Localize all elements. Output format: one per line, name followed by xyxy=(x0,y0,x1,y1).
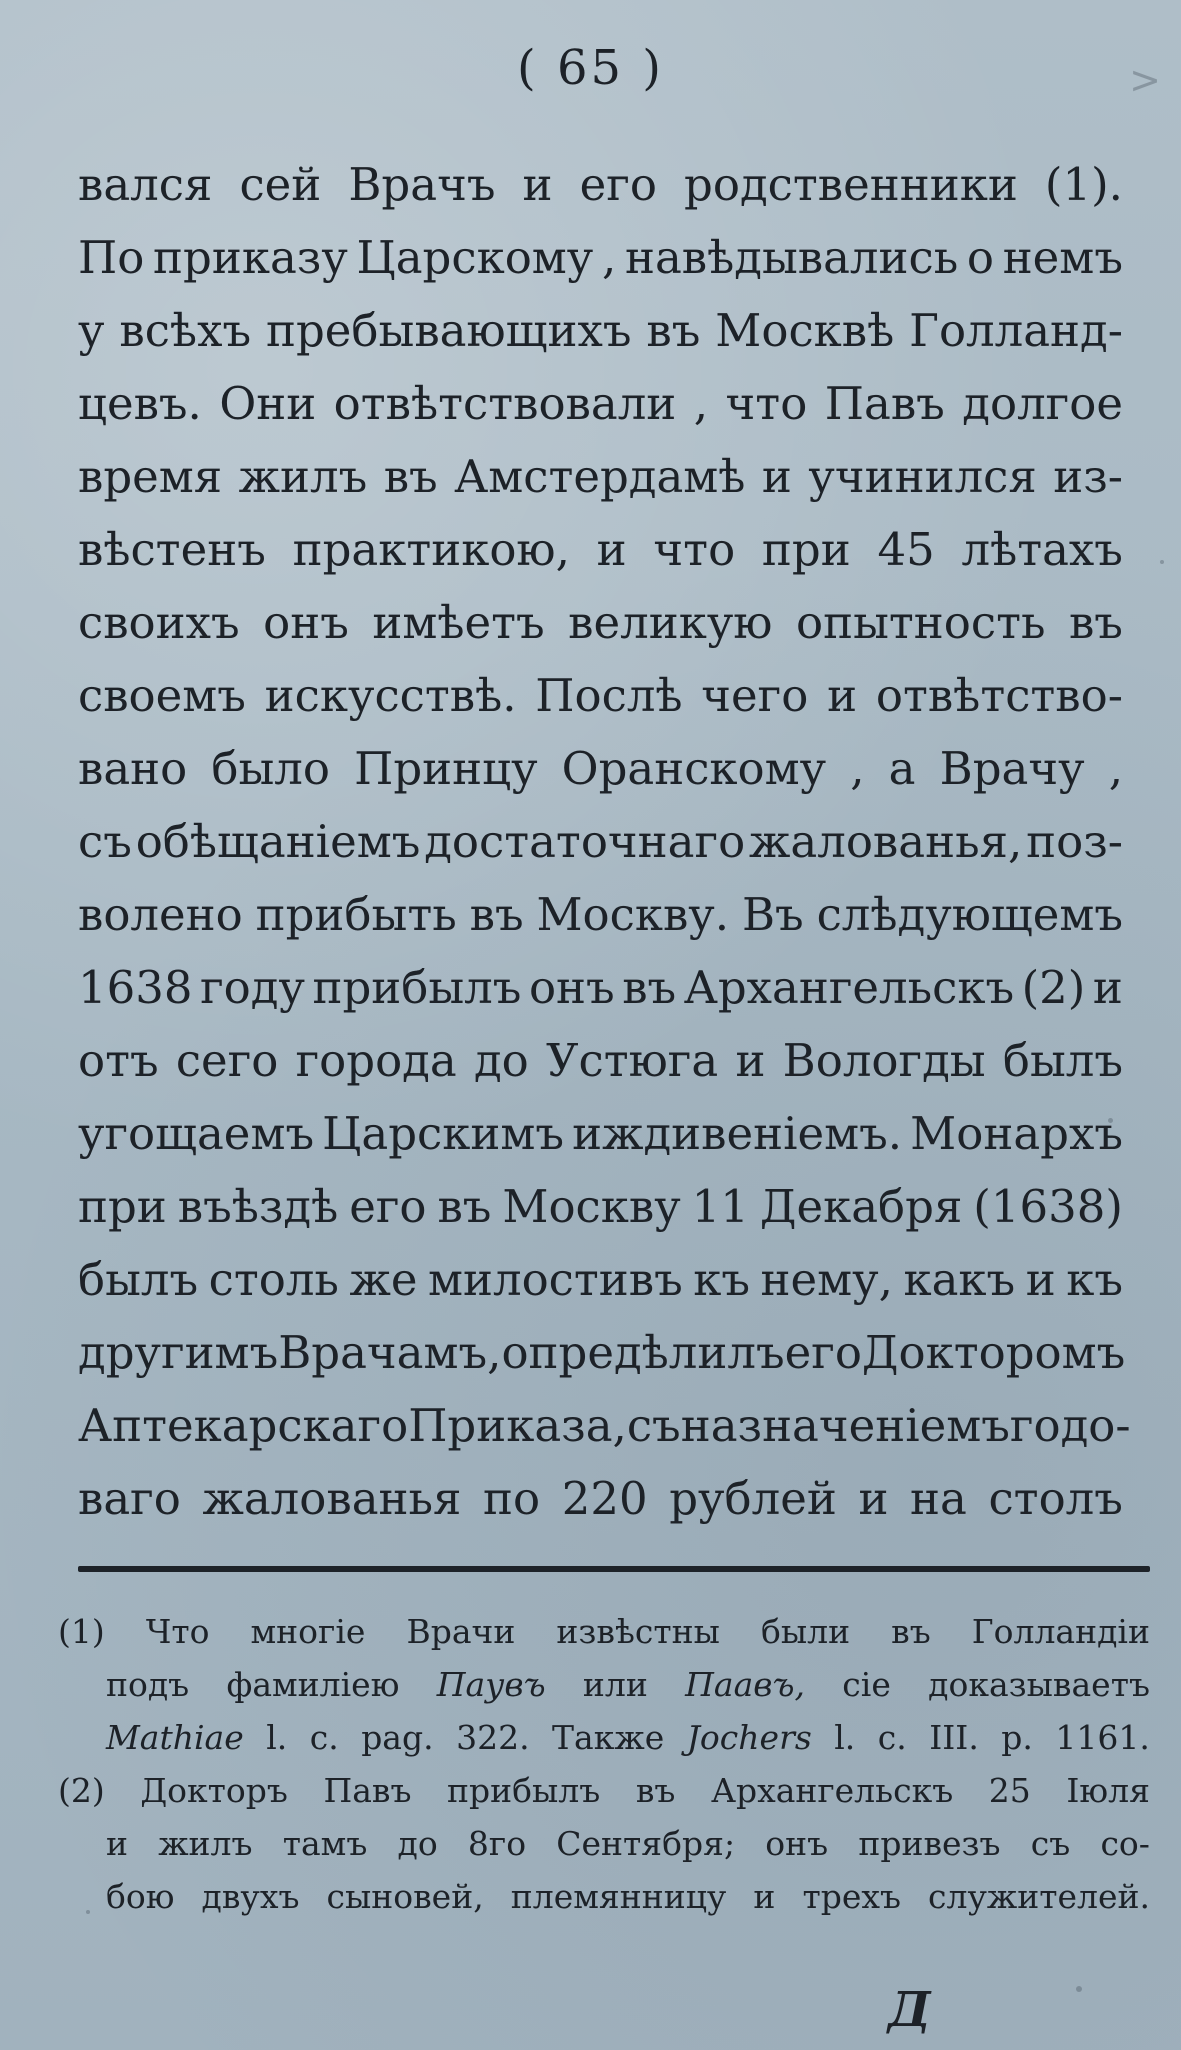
word: l. xyxy=(834,1718,856,1757)
word: Голланд- xyxy=(909,304,1123,357)
word: Аптекарскаго xyxy=(78,1399,409,1452)
word: своемъ xyxy=(78,669,246,722)
word: (2) xyxy=(1021,961,1086,1014)
word: (2) xyxy=(58,1771,105,1810)
word: при xyxy=(78,1180,167,1233)
word: въ xyxy=(469,888,524,941)
word: жалованья xyxy=(202,1472,462,1525)
word: съ xyxy=(78,815,132,868)
word: году xyxy=(200,961,305,1014)
word: родственники xyxy=(684,158,1018,211)
word: великую xyxy=(568,596,773,649)
word: Jochers xyxy=(686,1718,812,1757)
word: его xyxy=(349,1180,427,1233)
text-line xyxy=(78,367,1123,440)
word: Амстердамѣ xyxy=(454,450,746,503)
text-line xyxy=(78,659,1123,732)
word: бою xyxy=(106,1877,175,1916)
word: годо- xyxy=(1009,1399,1131,1452)
word: обѣщаніемъ xyxy=(135,815,421,868)
word: племянницу xyxy=(510,1877,727,1916)
word: служителей. xyxy=(928,1877,1150,1916)
word: сего xyxy=(175,1034,279,1087)
word: вался xyxy=(78,158,213,211)
word: 45 xyxy=(877,523,935,576)
word: что xyxy=(725,377,808,430)
word: и xyxy=(735,1034,766,1087)
word: при xyxy=(761,523,851,576)
word: въ xyxy=(646,304,701,357)
word: , xyxy=(1108,742,1123,795)
word: и xyxy=(827,669,858,722)
paper-speck xyxy=(1160,560,1164,564)
word: Врачъ xyxy=(348,158,496,211)
word: Послѣ xyxy=(535,669,683,722)
word: по xyxy=(483,1472,541,1525)
word: доказываетъ xyxy=(928,1665,1150,1704)
text-line xyxy=(78,1462,1123,1535)
word: а xyxy=(888,742,916,795)
word: 1161. xyxy=(1055,1718,1150,1757)
word: жалованья, xyxy=(749,815,1023,868)
word: и xyxy=(1092,961,1123,1014)
word: онъ xyxy=(765,1824,829,1863)
word: Также xyxy=(552,1718,665,1757)
text-line xyxy=(78,440,1123,513)
word: Паавъ, xyxy=(685,1665,805,1704)
word: (1) xyxy=(58,1612,105,1651)
text-line xyxy=(78,1316,1126,1389)
word: и xyxy=(522,158,553,211)
word: его xyxy=(579,158,657,211)
word: столъ xyxy=(988,1472,1123,1525)
word: Москвѣ xyxy=(715,304,895,357)
text-line xyxy=(78,1097,1123,1170)
word: отвѣтство- xyxy=(875,669,1123,722)
word: Декабря xyxy=(759,1180,963,1233)
word: 25 xyxy=(988,1771,1031,1810)
word: прибылъ xyxy=(447,1771,601,1810)
text-line xyxy=(78,951,1123,1024)
word: , xyxy=(693,377,709,430)
text-line xyxy=(78,878,1123,951)
word: 8го xyxy=(467,1824,527,1863)
word: Сентября; xyxy=(556,1824,736,1863)
word: на xyxy=(910,1472,967,1525)
word: Москву xyxy=(502,1180,681,1233)
word: многіе xyxy=(250,1612,366,1651)
word: из- xyxy=(1053,450,1123,503)
word: Устюга xyxy=(546,1034,719,1087)
word: Принцу xyxy=(354,742,538,795)
word: слѣдующемъ xyxy=(816,888,1123,941)
margin-mark: > xyxy=(1129,58,1161,102)
word: какъ xyxy=(903,1253,1016,1306)
word: всѣхъ xyxy=(119,304,252,357)
word: сіе xyxy=(842,1665,891,1704)
word: Врачамъ, xyxy=(278,1326,502,1379)
word: къ xyxy=(1066,1253,1123,1306)
word: немъ xyxy=(1002,231,1123,284)
word: своихъ xyxy=(78,596,240,649)
text-line xyxy=(78,513,1123,586)
word: (1). xyxy=(1044,158,1123,211)
word: и xyxy=(761,450,792,503)
word: приказу xyxy=(153,231,348,284)
word: Вологды xyxy=(782,1034,986,1087)
word: 220 xyxy=(561,1472,648,1525)
footnote-line xyxy=(58,1764,1150,1817)
word: достаточнаго xyxy=(424,815,746,868)
word: и xyxy=(1025,1253,1056,1306)
word: въѣздѣ xyxy=(177,1180,339,1233)
word: угощаемъ xyxy=(78,1107,315,1160)
word: и xyxy=(596,523,627,576)
text-line xyxy=(78,221,1123,294)
text-line xyxy=(78,805,1123,878)
word: Монархъ xyxy=(910,1107,1123,1160)
word: тамъ xyxy=(282,1824,368,1863)
word: отвѣтствовали xyxy=(333,377,677,430)
word: пребывающихъ xyxy=(265,304,632,357)
word: ваго xyxy=(78,1472,181,1525)
word: цевъ. xyxy=(78,377,202,430)
word: Павъ xyxy=(323,1771,412,1810)
word: и xyxy=(858,1472,889,1525)
word: Іюля xyxy=(1066,1771,1150,1810)
footnotes xyxy=(58,1605,1150,1923)
word: въ xyxy=(891,1612,931,1651)
paper-speck xyxy=(1076,1986,1082,1992)
word: онъ xyxy=(263,596,349,649)
word: рублей xyxy=(669,1472,837,1525)
word: съ xyxy=(626,1399,681,1452)
word: о xyxy=(966,231,994,284)
word: и xyxy=(106,1824,128,1863)
word: Приказа, xyxy=(408,1399,627,1452)
word: что xyxy=(653,523,736,576)
word: Въ xyxy=(741,888,804,941)
word: 11 xyxy=(691,1180,749,1233)
word: до xyxy=(473,1034,529,1087)
word: Mathiae xyxy=(106,1718,244,1757)
word: l. xyxy=(266,1718,288,1757)
word: поз- xyxy=(1026,815,1123,868)
footnote-separator-rule xyxy=(78,1566,1150,1572)
word: вано xyxy=(78,742,188,795)
word: другимъ xyxy=(78,1326,279,1379)
word: Врачи xyxy=(406,1612,516,1651)
word: или xyxy=(582,1665,648,1704)
word: p. xyxy=(1001,1718,1033,1757)
word: Царскимъ xyxy=(322,1107,564,1160)
word: Паувъ xyxy=(436,1665,546,1704)
word: столь xyxy=(208,1253,339,1306)
word: нему, xyxy=(760,1253,893,1306)
word: со- xyxy=(1100,1824,1150,1863)
word: время xyxy=(78,450,223,503)
word: волено xyxy=(78,888,243,941)
word: Москву. xyxy=(536,888,730,941)
footnote-line xyxy=(106,1870,1150,1923)
word: c. xyxy=(309,1718,339,1757)
word: трехъ xyxy=(802,1877,901,1916)
word: въ xyxy=(383,450,438,503)
word: учинился xyxy=(808,450,1037,503)
word: 322. xyxy=(456,1718,530,1757)
word: , xyxy=(850,742,865,795)
word: III. xyxy=(929,1718,979,1757)
word: pag. xyxy=(361,1718,434,1757)
word: имѣетъ xyxy=(372,596,545,649)
catchword: Д xyxy=(888,1982,931,2038)
word: подъ xyxy=(106,1665,190,1704)
text-line xyxy=(78,1243,1123,1316)
word: искусствѣ. xyxy=(264,669,517,722)
word: жилъ xyxy=(158,1824,253,1863)
word: къ xyxy=(693,1253,750,1306)
footnote-line xyxy=(106,1817,1150,1870)
word: съ xyxy=(1030,1824,1071,1863)
word: былъ xyxy=(1002,1034,1123,1087)
word: Докторомъ xyxy=(861,1326,1126,1379)
text-line xyxy=(78,294,1123,367)
footnote-line xyxy=(106,1711,1150,1764)
word: опытность xyxy=(795,596,1046,649)
word: милостивъ xyxy=(427,1253,683,1306)
word: онъ xyxy=(528,961,615,1014)
word: практикою, xyxy=(292,523,570,576)
main-text xyxy=(78,148,1131,1535)
text-line xyxy=(78,1389,1131,1462)
word: навѣдывались xyxy=(624,231,959,284)
word: Архангельскъ xyxy=(710,1771,954,1810)
word: чего xyxy=(701,669,809,722)
word: Врачу xyxy=(939,742,1085,795)
word: сыновей, xyxy=(326,1877,484,1916)
word: же xyxy=(349,1253,418,1306)
word: прибыть xyxy=(255,888,457,941)
word: 1638 xyxy=(78,961,193,1014)
word: сей xyxy=(239,158,322,211)
word: было xyxy=(211,742,330,795)
word: были xyxy=(760,1612,851,1651)
word: Голландіи xyxy=(971,1612,1150,1651)
word: его xyxy=(784,1326,862,1379)
word: Что xyxy=(145,1612,210,1651)
text-line xyxy=(78,732,1123,805)
word: Оранскому xyxy=(561,742,827,795)
text-line xyxy=(78,148,1123,221)
page-number: ( 65 ) xyxy=(516,40,665,96)
text-line xyxy=(78,1024,1123,1097)
word: иждивеніемъ. xyxy=(572,1107,903,1160)
word: извѣстны xyxy=(556,1612,720,1651)
word: долгое xyxy=(962,377,1123,430)
footnote-line xyxy=(106,1658,1150,1711)
word: лѣтахъ xyxy=(961,523,1123,576)
word: Они xyxy=(219,377,317,430)
word: Архангельскъ xyxy=(683,961,1015,1014)
word: c. xyxy=(877,1718,907,1757)
word: былъ xyxy=(78,1253,199,1306)
word: Павъ xyxy=(824,377,945,430)
text-line xyxy=(78,1170,1123,1243)
word: въ xyxy=(622,961,677,1014)
word: прибылъ xyxy=(312,961,522,1014)
word: у xyxy=(78,304,105,357)
word: города xyxy=(295,1034,457,1087)
word: отъ xyxy=(78,1034,159,1087)
word: до xyxy=(397,1824,438,1863)
word: Царскому xyxy=(356,231,594,284)
word: жилъ xyxy=(238,450,368,503)
word: въ xyxy=(635,1771,676,1810)
word: назначеніемъ xyxy=(680,1399,1010,1452)
word: , xyxy=(601,231,617,284)
word: привезъ xyxy=(858,1824,1001,1863)
footnote-line xyxy=(58,1605,1150,1658)
word: вѣстенъ xyxy=(78,523,266,576)
word: (1638) xyxy=(973,1180,1123,1233)
word: Докторъ xyxy=(140,1771,288,1810)
word: опредѣлилъ xyxy=(501,1326,785,1379)
word: въ xyxy=(1068,596,1123,649)
text-line xyxy=(78,586,1123,659)
word: фамиліею xyxy=(226,1665,400,1704)
word: двухъ xyxy=(201,1877,300,1916)
word: и xyxy=(753,1877,776,1916)
word: въ xyxy=(437,1180,492,1233)
word: По xyxy=(78,231,145,284)
